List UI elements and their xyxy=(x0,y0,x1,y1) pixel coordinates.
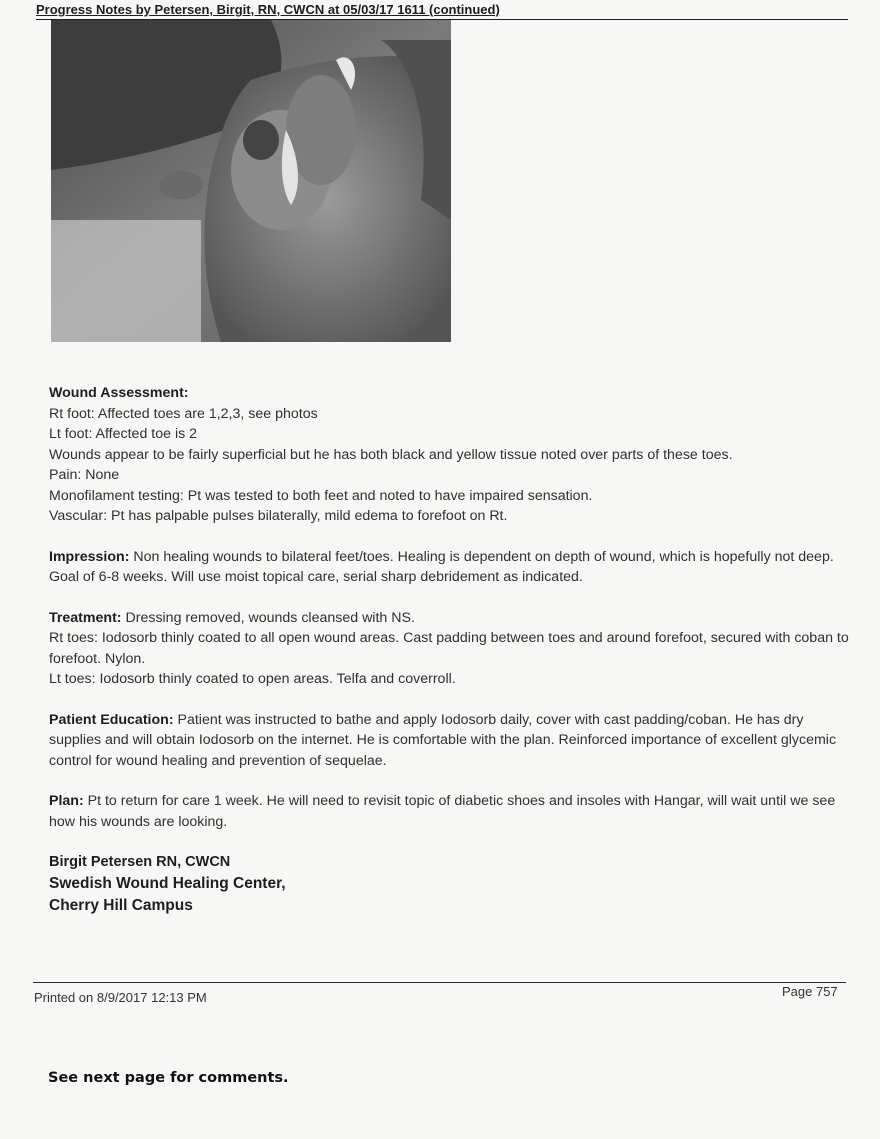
wound-assessment-line: Lt foot: Affected toe is 2 xyxy=(49,426,198,442)
treatment-text: Dressing removed, wounds cleansed with NS. xyxy=(125,609,415,626)
treatment-section xyxy=(49,608,854,629)
signature-org-line1: Swedish Wound Healing Center, xyxy=(49,875,286,892)
patient-education-heading: Patient Education: xyxy=(49,711,174,728)
impression-heading: Impression: xyxy=(49,548,130,565)
note-body xyxy=(49,383,854,917)
patient-education-section xyxy=(49,710,854,772)
signature-name: Birgit Petersen RN, CWCN xyxy=(49,854,231,870)
wound-assessment-heading: Wound Assessment: xyxy=(49,385,189,401)
page-number: Page 757 xyxy=(782,984,838,999)
page-header xyxy=(36,2,848,20)
plan-text: Pt to return for care 1 week. He will need to revisit topic of diabetic shoes and insoles with Hangar, will wait until we see how his wounds are looking. xyxy=(49,793,836,830)
wound-assessment-line: Rt foot: Affected toes are 1,2,3, see photos xyxy=(49,405,318,422)
treatment-line: Lt toes: Iodosorb thinly coated to open areas. Telfa and coverroll. xyxy=(49,671,456,687)
treatment-heading: Treatment: xyxy=(49,609,122,626)
treatment-line: Rt toes: Iodosorb thinly coated to all open wound areas. Cast padding between toes and around forefoot, secured with coban to forefoot. Nylon. xyxy=(49,630,849,667)
impression-text: Non healing wounds to bilateral feet/toes. Healing is dependent on depth of wound, which is hopefully not deep. Goal of 6-8 weeks. Will use moist topical care, serial sharp debridement as indicated. xyxy=(49,548,834,585)
see-next-page-note: See next page for comments. xyxy=(48,1070,289,1086)
wound-photo xyxy=(51,20,451,342)
signature-org-line2: Cherry Hill Campus xyxy=(49,897,193,914)
plan-heading: Plan: xyxy=(49,793,84,809)
wound-assessment-line: Vascular: Pt has palpable pulses bilaterally, mild edema to forefoot on Rt. xyxy=(49,508,508,524)
printed-date: Printed on 8/9/2017 12:13 PM xyxy=(34,990,207,1005)
impression-section xyxy=(49,547,854,588)
wound-assessment-line: Wounds appear to be fairly superficial but he has both black and yellow tissue noted over parts of these toes. xyxy=(49,446,733,463)
patient-education-text: Patient was instructed to bathe and apply Iodosorb daily, cover with cast padding/coban. He has dry supplies and will obtain Iodosorb on the internet. He is comfortable with the plan. Reinforced importance of excellent glycemic control for wound healing and prevention of sequelae. xyxy=(49,711,837,769)
header-title: Progress Notes by Petersen, Birgit, RN, CWCN at 05/03/17 1611 (continued) xyxy=(36,2,500,17)
footer-divider xyxy=(33,982,846,983)
wound-assessment-line: Pain: None xyxy=(49,467,120,483)
plan-section xyxy=(49,791,854,832)
wound-photo-image xyxy=(51,20,451,342)
wound-assessment-line: Monofilament testing: Pt was tested to both feet and noted to have impaired sensation. xyxy=(49,487,593,504)
